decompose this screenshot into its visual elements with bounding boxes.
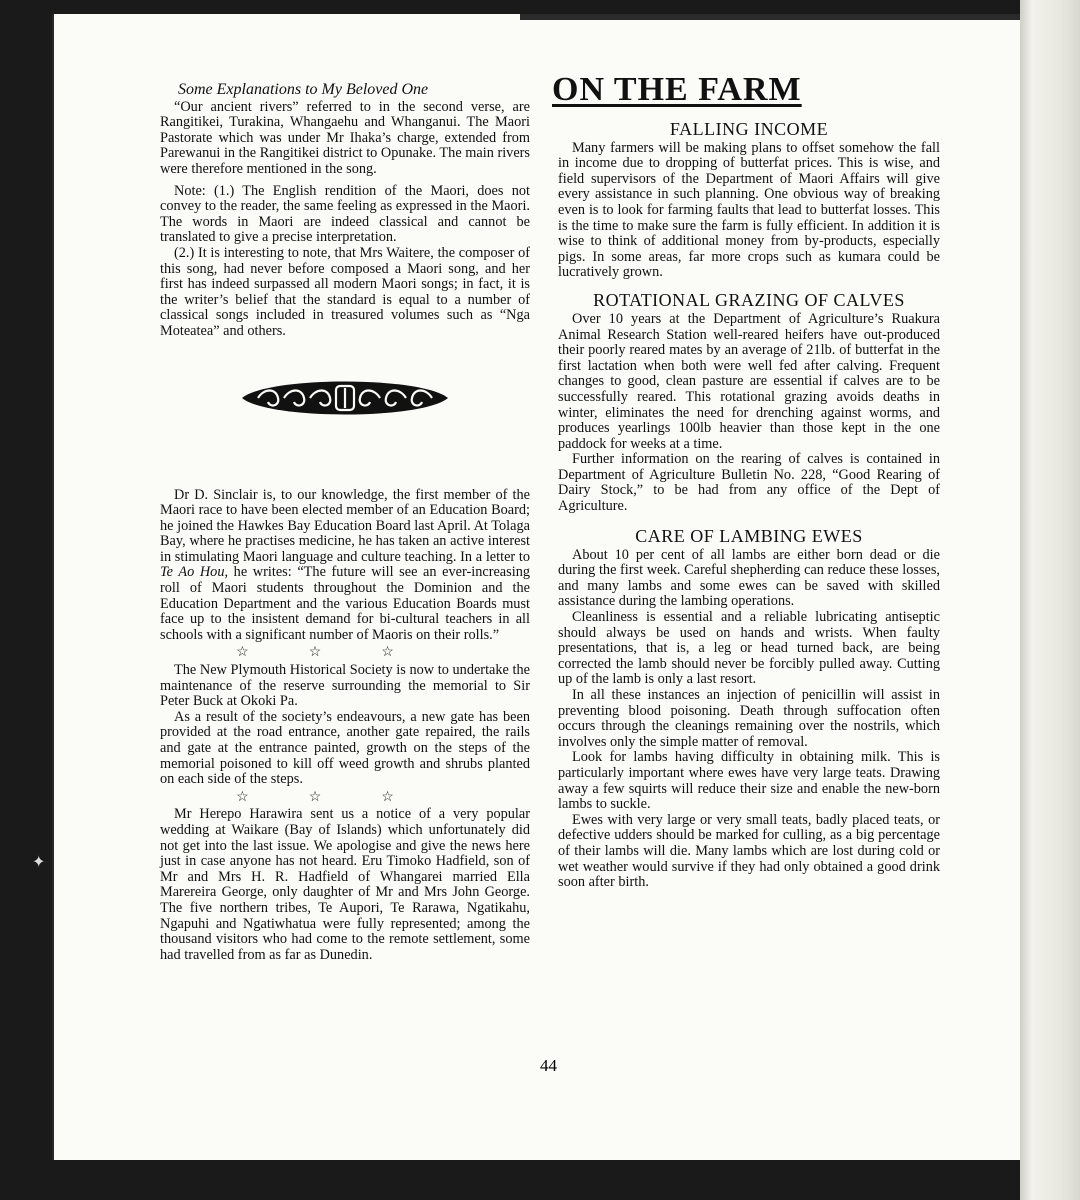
farm-title: ON THE FARM [552,71,802,108]
rotational-grazing-heading: ROTATIONAL GRAZING OF CALVES [593,289,905,310]
publication-title: Te Ao Hou [160,564,225,581]
explanation-paragraph: “Our ancient rivers” referred to in the second verse, are Rangitikei, Turakina, Whangaehu and Whanganui. The Maori Pastorate which was under Mr Ihaka’s charge, extended from Parewanui in the Rangitikei district to Opunake. The main rivers were therefore mentioned in the song. [160,98,530,177]
lambing-paragraph: Ewes with very large or very small teats, badly placed teats, or defective udders should be marked for culling, as a big percentage of their lambs will die. Many lambs which are lost during cold or wet weather would survive if they had only obtained a good drink soon after birth. [558,811,940,891]
left-column [160,82,530,963]
lambing-paragraph: Look for lambs having difficulty in obtaining milk. This is particularly important where ewes have very large teats. Drawing away a few squirts will reduce their size and enable the new-born lambs to suckle. [558,749,940,813]
sinclair-text-cont: , he writes: “The future will see an ever-increasing roll of Maori students throughout the Dominion and the Education Department and the various Education Boards must face up to the insistent demand for bi-cultural teachers in all schools with a significant number of Maoris on their rolls.” [160,564,530,643]
star-separator-icon: ☆☆☆ [236,645,454,661]
page-number: 44 [540,1056,557,1075]
sinclair-paragraph [160,488,530,644]
plymouth-paragraph: The New Plymouth Historical Society is now to undertake the maintenance of the reserve surrounding the memorial to Sir Peter Buck at Okoki Pa. [160,662,530,710]
lambing-heading: CARE OF LAMBING EWES [635,525,863,546]
wedding-paragraph: Mr Herepo Harawira sent us a notice of a very popular wedding at Waikare (Bay of Islands) which unfortunately did not get into the last issue. We apologise and give the news here just in case anyone has not heard. Eru Timoko Hadfield, son of Mr and Mrs H. R. Hadfield of Whangarei married Ella Marereira George, only daughter of Mr and Mrs John George. The five northern tribes, Te Aupori, Te Rarawa, Ngatikahu, Ngapuhi and Ngatiwhatua were fully represented; among the thousand visitors who had come to the remote settlement, some had travelled from as far as Dunedin. [160,806,530,963]
binding-edge [1020,0,1080,1200]
kowhaiwhai-ornament-icon [238,374,452,422]
explanations-heading: Some Explanations to My Beloved One [178,81,429,98]
lambing-paragraph: In all these instances an injection of penicillin will assist in preventing blood poisoning. Death through suffocation often occurs through the cleanings remaining over the nostrils, which involves only the simple matter of removal. [558,687,940,750]
rotational-paragraph: Over 10 years at the Department of Agriculture’s Ruakura Animal Research Station well-reared heifers have out-produced their poorly reared mates by an average of 21lb. of butterfat in the first lactation when both were well fed after calving. Frequent changes to good, clean pasture are essential if calves are to be successfully reared. This rotational grazing avoids deaths in winter, eliminates the need for drenching against worms, and produces yearlings 100lb heavier than those kept in the one paddock for weeks at a time. [558,310,940,452]
falling-income-text: Many farmers will be making plans to offset somehow the fall in income due to dropping of butterfat prices. This is wise, and field supervisors of the Department of Maori Affairs will give every assistance in such planning. One obvious way of breaking even is to look for farming faults that lead to butterfat losses. This is the time to make sure the farm is fully efficient. In addition it is wise to think of additional money from by-products, especially pigs. In some areas, far more crops such as kumara could be lucratively grown. [558,139,940,281]
scan-mark-icon: ✦ [32,852,46,871]
explanation-paragraph: Note: (1.) The English rendition of the Maori, does not convey to the reader, the same feeling as expressed in the Maori. The words in Maori are indeed classical and cannot be translated to give a precise interpretation. [160,182,530,246]
lambing-paragraph: About 10 per cent of all lambs are either born dead or die during the first week. Careful shepherding can reduce these losses, and many lambs and some ewes can be saved with skilled assistance during the lambing operations. [558,546,940,610]
plymouth-paragraph: As a result of the society’s endeavours, a new gate has been provided at the road entrance, another gate repaired, the rails and gate at the entrance painted, growth on the steps of the memorial poisoned to kill off weed growth and shrubs planted on each side of the steps. [160,708,530,788]
falling-income-heading: FALLING INCOME [669,118,829,139]
top-edge-shadow [520,14,1020,20]
star-separator-icon: ☆☆☆ [236,789,454,805]
rotational-paragraph: Further information on the rearing of calves is contained in Department of Agriculture Bulletin No. 228, “Good Rearing of Dairy Stock,” to be had from any office of the Dept of Agriculture. [558,451,940,515]
lambing-paragraph: Cleanliness is essential and a reliable lubricating antiseptic should always be used on hands and wrists. When faulty presentations, that is, a leg or head turned back, are being corrected the lamb should never be forcibly pulled away. Cutting up of the lamb is only a last resort. [558,609,940,688]
sinclair-text: Dr D. Sinclair is, to our knowledge, the first member of the Maori race to have been elected member of an Education Board; he joined the Hawkes Bay Education Board last April. At Tolaga Bay, where he practises medicine, he has taken an active interest in stimulating Maori language and culture teaching. In a letter to [160,486,530,565]
explanation-paragraph: (2.) It is interesting to note, that Mrs Waitere, the composer of this song, had never before composed a Maori song, and her first has indeed surpassed all modern Maori songs; in fact, it is the writer’s belief that the standard is equal to a number of classical songs included in treasured volumes such as “Nga Moteatea” and others. [160,244,530,339]
right-column [552,71,940,891]
